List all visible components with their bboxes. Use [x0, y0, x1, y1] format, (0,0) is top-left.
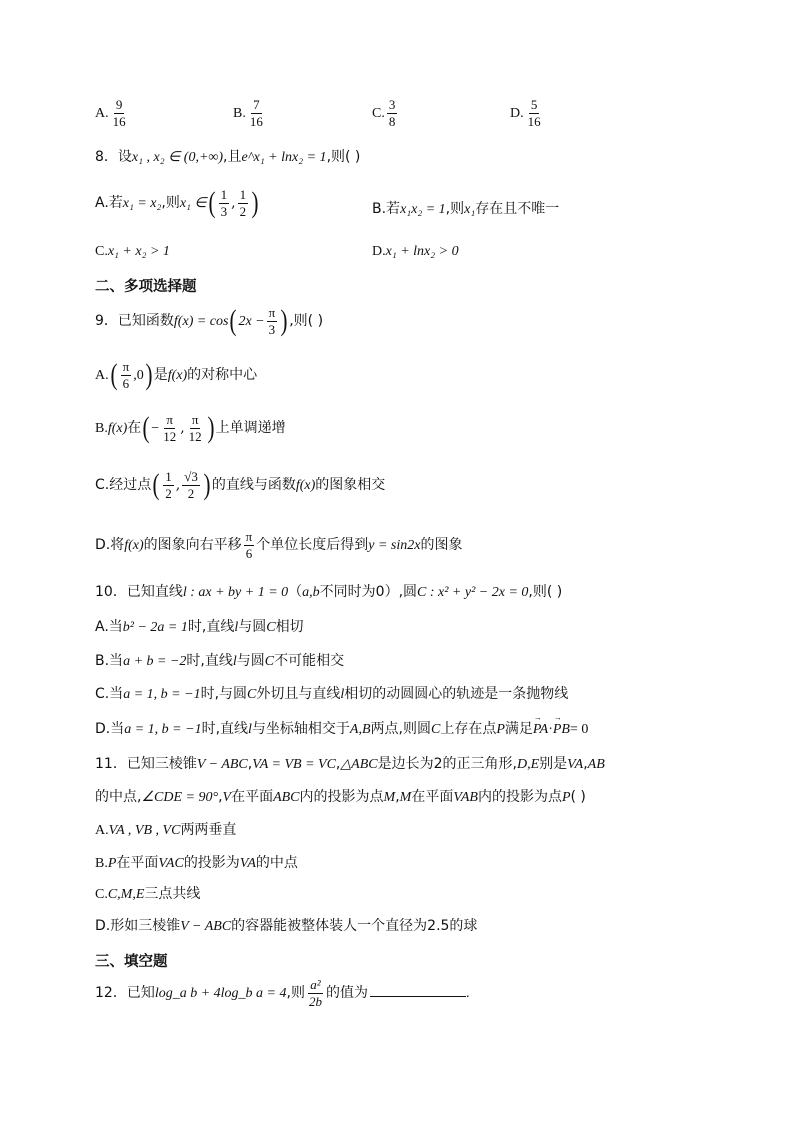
fraction [121, 360, 132, 390]
math-expr: VAC [158, 856, 184, 871]
math-expr: D,E [516, 757, 540, 772]
text: 时,直线 [186, 653, 233, 669]
denominator: 2 [187, 485, 195, 501]
numerator: 5 [530, 97, 538, 112]
q11-stem-line2 [95, 790, 586, 805]
math-expr: C [266, 620, 276, 635]
text: 存在且不唯一 [475, 201, 560, 217]
numerator: 7 [253, 97, 260, 112]
text: 在平面 [411, 789, 454, 805]
text: B.当 [95, 653, 124, 669]
math-expr: l [248, 722, 252, 737]
numerator: π [122, 359, 130, 374]
q9-option-d [95, 530, 462, 560]
math-expr: x₁ = x₂ [122, 196, 162, 212]
text: 三点共线 [144, 886, 201, 902]
math-expr: V [222, 790, 232, 805]
text: 是边长为2的正三角形, [377, 756, 517, 772]
text: C.当 [95, 686, 124, 702]
numerator: 1 [220, 187, 228, 202]
text: 上单调递增 [215, 420, 286, 437]
q7-option-b [233, 98, 267, 128]
math-expr: VAB [453, 790, 478, 805]
q8-stem [95, 150, 360, 165]
q10-option-c [95, 687, 568, 702]
q10-option-d [95, 722, 588, 737]
math-expr: C [247, 687, 257, 702]
numerator: 3 [388, 97, 396, 112]
text: 在平面 [231, 789, 274, 805]
text: 在平面 [116, 855, 159, 871]
text: A.当 [95, 619, 123, 635]
fraction [182, 470, 200, 500]
math-expr: M [383, 790, 396, 805]
math-expr: x₁ + x₂ > 1 [107, 244, 170, 259]
fraction [111, 98, 128, 128]
text: , [395, 789, 400, 805]
numerator: 9 [115, 97, 123, 112]
numerator: √3 [184, 469, 198, 484]
math-expr: P [107, 856, 117, 871]
q10-option-a [95, 620, 304, 635]
math-expr: C : x² + y² − 2x = 0 [417, 585, 529, 600]
math-expr: b² − 2a = 1 [122, 620, 188, 635]
math-expr: x₁ + lnx₂ > 0 [385, 244, 459, 259]
math-expr: VA [239, 856, 256, 871]
answer-blank[interactable] [370, 984, 466, 997]
text: 的直线与函数 [211, 477, 296, 494]
fraction [187, 413, 204, 443]
text: , [247, 756, 253, 772]
math-expr: VA = VB = VC [252, 757, 336, 772]
q8-option-a: A.若x₁ = x₂,则x₁ ∈( $\frac{1}{3}$ , $\frac{1}{2}$ ) [95, 186, 259, 220]
text: 时,与圆 [200, 686, 248, 702]
text: 内的投影为点 [477, 789, 562, 805]
vector-expr: → PA [533, 723, 548, 737]
text: 相切的动圆圆心的轨迹是一条抛物线 [344, 686, 569, 702]
text: 相切 [275, 619, 304, 635]
option-label: A. [95, 106, 109, 122]
math-expr: ABC [273, 790, 300, 805]
math-expr: C [264, 654, 275, 669]
denominator: 3 [220, 203, 228, 219]
q11-option-a [95, 823, 236, 838]
math-expr: e^x₁ + lnx₂ = 1 [241, 150, 327, 165]
numerator: π [166, 412, 173, 427]
text: 是 [153, 367, 168, 384]
text: 的对称中心 [187, 367, 258, 384]
text: 别是 [539, 756, 568, 772]
text: 与圆 [238, 619, 267, 635]
math-expr: l [234, 620, 239, 635]
text: . [465, 986, 470, 1002]
math-expr: l : ax + by + 1 = 0 [182, 585, 289, 600]
math-expr: △ABC [340, 757, 378, 772]
text: 的图象相交 [315, 477, 386, 494]
math-expr: f(x) [295, 478, 316, 494]
numerator: π [268, 305, 276, 320]
math-expr: y = sin2x [368, 538, 421, 554]
q9-option-a: A.( $\frac{\pi}{6}$ ,0) 是f(x)的对称中心 [95, 358, 258, 392]
text: C.经过点 [95, 477, 152, 494]
option-label: D. [510, 106, 524, 122]
text: ,则( ) [326, 149, 361, 165]
text: 满足 [504, 721, 533, 737]
text: ,则( ) [289, 313, 324, 330]
text: ,则 [161, 195, 180, 212]
q9-option-c: C.经过点( $\frac{1}{2}$ , $\frac{√3}{2}$ ) 的直线与函数f(x)的图象相交 [95, 468, 386, 502]
question-number: 8．设 [95, 149, 132, 165]
math-expr: l [232, 654, 237, 669]
math-expr: C,M,E [107, 887, 145, 902]
denominator: 12 [163, 428, 177, 444]
text: ,则( ) [528, 584, 563, 600]
text: 的投影为 [183, 855, 240, 871]
fraction [161, 413, 178, 443]
q7-option-c [372, 98, 399, 128]
option-label: C. [372, 106, 385, 122]
text: ,则 [445, 201, 465, 217]
text: 的容器能被整体装人一个直径为2.5的球 [231, 918, 478, 934]
denominator: 6 [122, 375, 130, 391]
denominator: 3 [268, 321, 276, 337]
fraction [267, 306, 278, 336]
text: 的中点, [95, 789, 142, 805]
text: ,且 [223, 149, 242, 165]
text: 的图象向右平移 [143, 537, 242, 554]
math-expr: f(x) [167, 368, 188, 384]
q8-option-c [95, 243, 170, 260]
math-expr: a = 1, b = −1 [124, 722, 202, 737]
math-expr: V − ABC [196, 757, 248, 772]
denominator: 16 [527, 113, 541, 129]
section-title: 二、多项选择题 [95, 279, 197, 295]
option-label: B. [95, 856, 108, 871]
fraction [244, 530, 255, 560]
q9-stem: 9．已知函数f(x) = cos( 2x − $\frac{\pi}{3}$ ) ,则( ) [95, 304, 324, 338]
denominator: 16 [112, 113, 126, 129]
text: , [583, 756, 588, 772]
question-number: 9．已知函数 [95, 313, 174, 330]
q8-option-d [372, 243, 459, 260]
math-expr: x₁ ∈ [179, 196, 207, 212]
option-label: B. [233, 106, 246, 122]
math-expr: f(x) = cos [173, 314, 229, 330]
text: 不同时为0）,圆 [319, 584, 418, 600]
denominator: 2 [165, 485, 172, 501]
denominator: 16 [249, 113, 263, 129]
text: 的中点 [255, 855, 298, 871]
q7-option-a [95, 98, 130, 128]
q10-stem [95, 585, 562, 600]
fraction [238, 188, 249, 218]
text: A.若 [95, 195, 123, 212]
text: 个单位长度后得到 [256, 537, 369, 554]
math-expr: · [548, 722, 553, 737]
text: 的图象 [420, 537, 463, 554]
denominator: 2 [239, 203, 247, 219]
q11-option-b [95, 856, 298, 871]
text: 两两垂直 [180, 822, 237, 838]
math-expr: f(x) [107, 421, 128, 437]
question-number: 10．已知直线 [95, 584, 183, 600]
text: 内的投影为点 [299, 789, 384, 805]
q10-option-b [95, 654, 344, 669]
text: 与圆 [236, 653, 265, 669]
fraction [163, 470, 174, 500]
math-expr: l [340, 687, 345, 702]
q11-stem [95, 757, 605, 772]
text: （ [288, 584, 303, 600]
text: D.形如三棱锥 [95, 918, 181, 934]
q8-option-b [372, 198, 559, 218]
math-expr: x₁ [464, 202, 476, 217]
math-expr: − [151, 421, 160, 437]
text: 不可能相交 [274, 653, 345, 669]
denominator: 8 [388, 113, 396, 129]
text: , [218, 789, 223, 805]
math-expr: ,0 [133, 368, 144, 384]
fraction [307, 978, 324, 1008]
text: 在 [127, 420, 142, 437]
math-expr: a,b [302, 585, 320, 600]
math-expr: M [399, 790, 412, 805]
math-expr: C [430, 722, 441, 737]
option-label: C. [95, 244, 108, 259]
text: 上存在点 [440, 721, 497, 737]
option-label: C. [95, 887, 108, 902]
math-expr: P [561, 790, 571, 805]
vector-expr: → PB [553, 723, 570, 737]
option-label: A. [95, 823, 109, 838]
numerator: 1 [239, 187, 247, 202]
text: 时,直线 [187, 619, 235, 635]
math-expr: 2x − [238, 314, 265, 330]
fraction [248, 98, 265, 128]
denominator: 2b [308, 993, 322, 1009]
question-number: 12．已知 [95, 985, 155, 1002]
math-expr: = 0 [569, 722, 589, 737]
fraction [387, 98, 398, 128]
question-number: 11．已知三棱锥 [95, 756, 197, 772]
section-title: 三、填空题 [95, 954, 168, 970]
text: D.将 [95, 537, 125, 554]
text: ,则 [286, 985, 305, 1002]
denominator: 6 [245, 545, 253, 561]
math-expr: x₁x₂ = 1 [400, 202, 446, 217]
math-expr: AB [587, 757, 605, 772]
option-label: B. [95, 421, 108, 437]
numerator: π [245, 529, 253, 544]
denominator: 12 [188, 428, 202, 444]
math-expr: VA [567, 757, 584, 772]
text: 时,直线 [201, 721, 249, 737]
option-label: D. [372, 244, 386, 259]
text: , [335, 756, 341, 772]
q12-stem [95, 978, 469, 1008]
numerator: π [191, 412, 199, 427]
math-expr: log_a b + 4log_b a = 4 [154, 986, 287, 1002]
q7-option-d [510, 98, 545, 128]
text: B.若 [372, 201, 401, 217]
text: 外切且与直线 [256, 686, 341, 702]
math-expr: ∠CDE = 90° [141, 790, 219, 805]
text: D.当 [95, 721, 125, 737]
math-expr: V − ABC [180, 919, 232, 934]
q9-option-b: B.f(x)在( − $\frac{\pi}{12}$ , $\frac{\pi}{12}$ ) 上单调递增 [95, 411, 286, 445]
math-expr: f(x) [124, 538, 144, 554]
numerator: 1 [165, 469, 172, 484]
math-expr: A,B [349, 722, 371, 737]
text: 的值为 [325, 985, 368, 1002]
math-expr: a = 1, b = −1 [123, 687, 201, 702]
text: 两点,则圆 [370, 721, 431, 737]
fraction [219, 188, 230, 218]
text: 与坐标轴相交于 [251, 721, 350, 737]
fraction [526, 98, 543, 128]
q11-option-d [95, 919, 477, 934]
option-label: A. [95, 368, 109, 384]
text: ( ) [570, 789, 586, 805]
math-expr: P [496, 722, 505, 737]
math-expr: x₁ , x₂ ∈ (0,+∞) [131, 150, 224, 165]
numerator: a² [310, 977, 321, 992]
math-expr: a + b = −2 [123, 654, 187, 669]
q11-option-c [95, 887, 200, 902]
math-expr: VA , VB , VC [108, 823, 181, 838]
